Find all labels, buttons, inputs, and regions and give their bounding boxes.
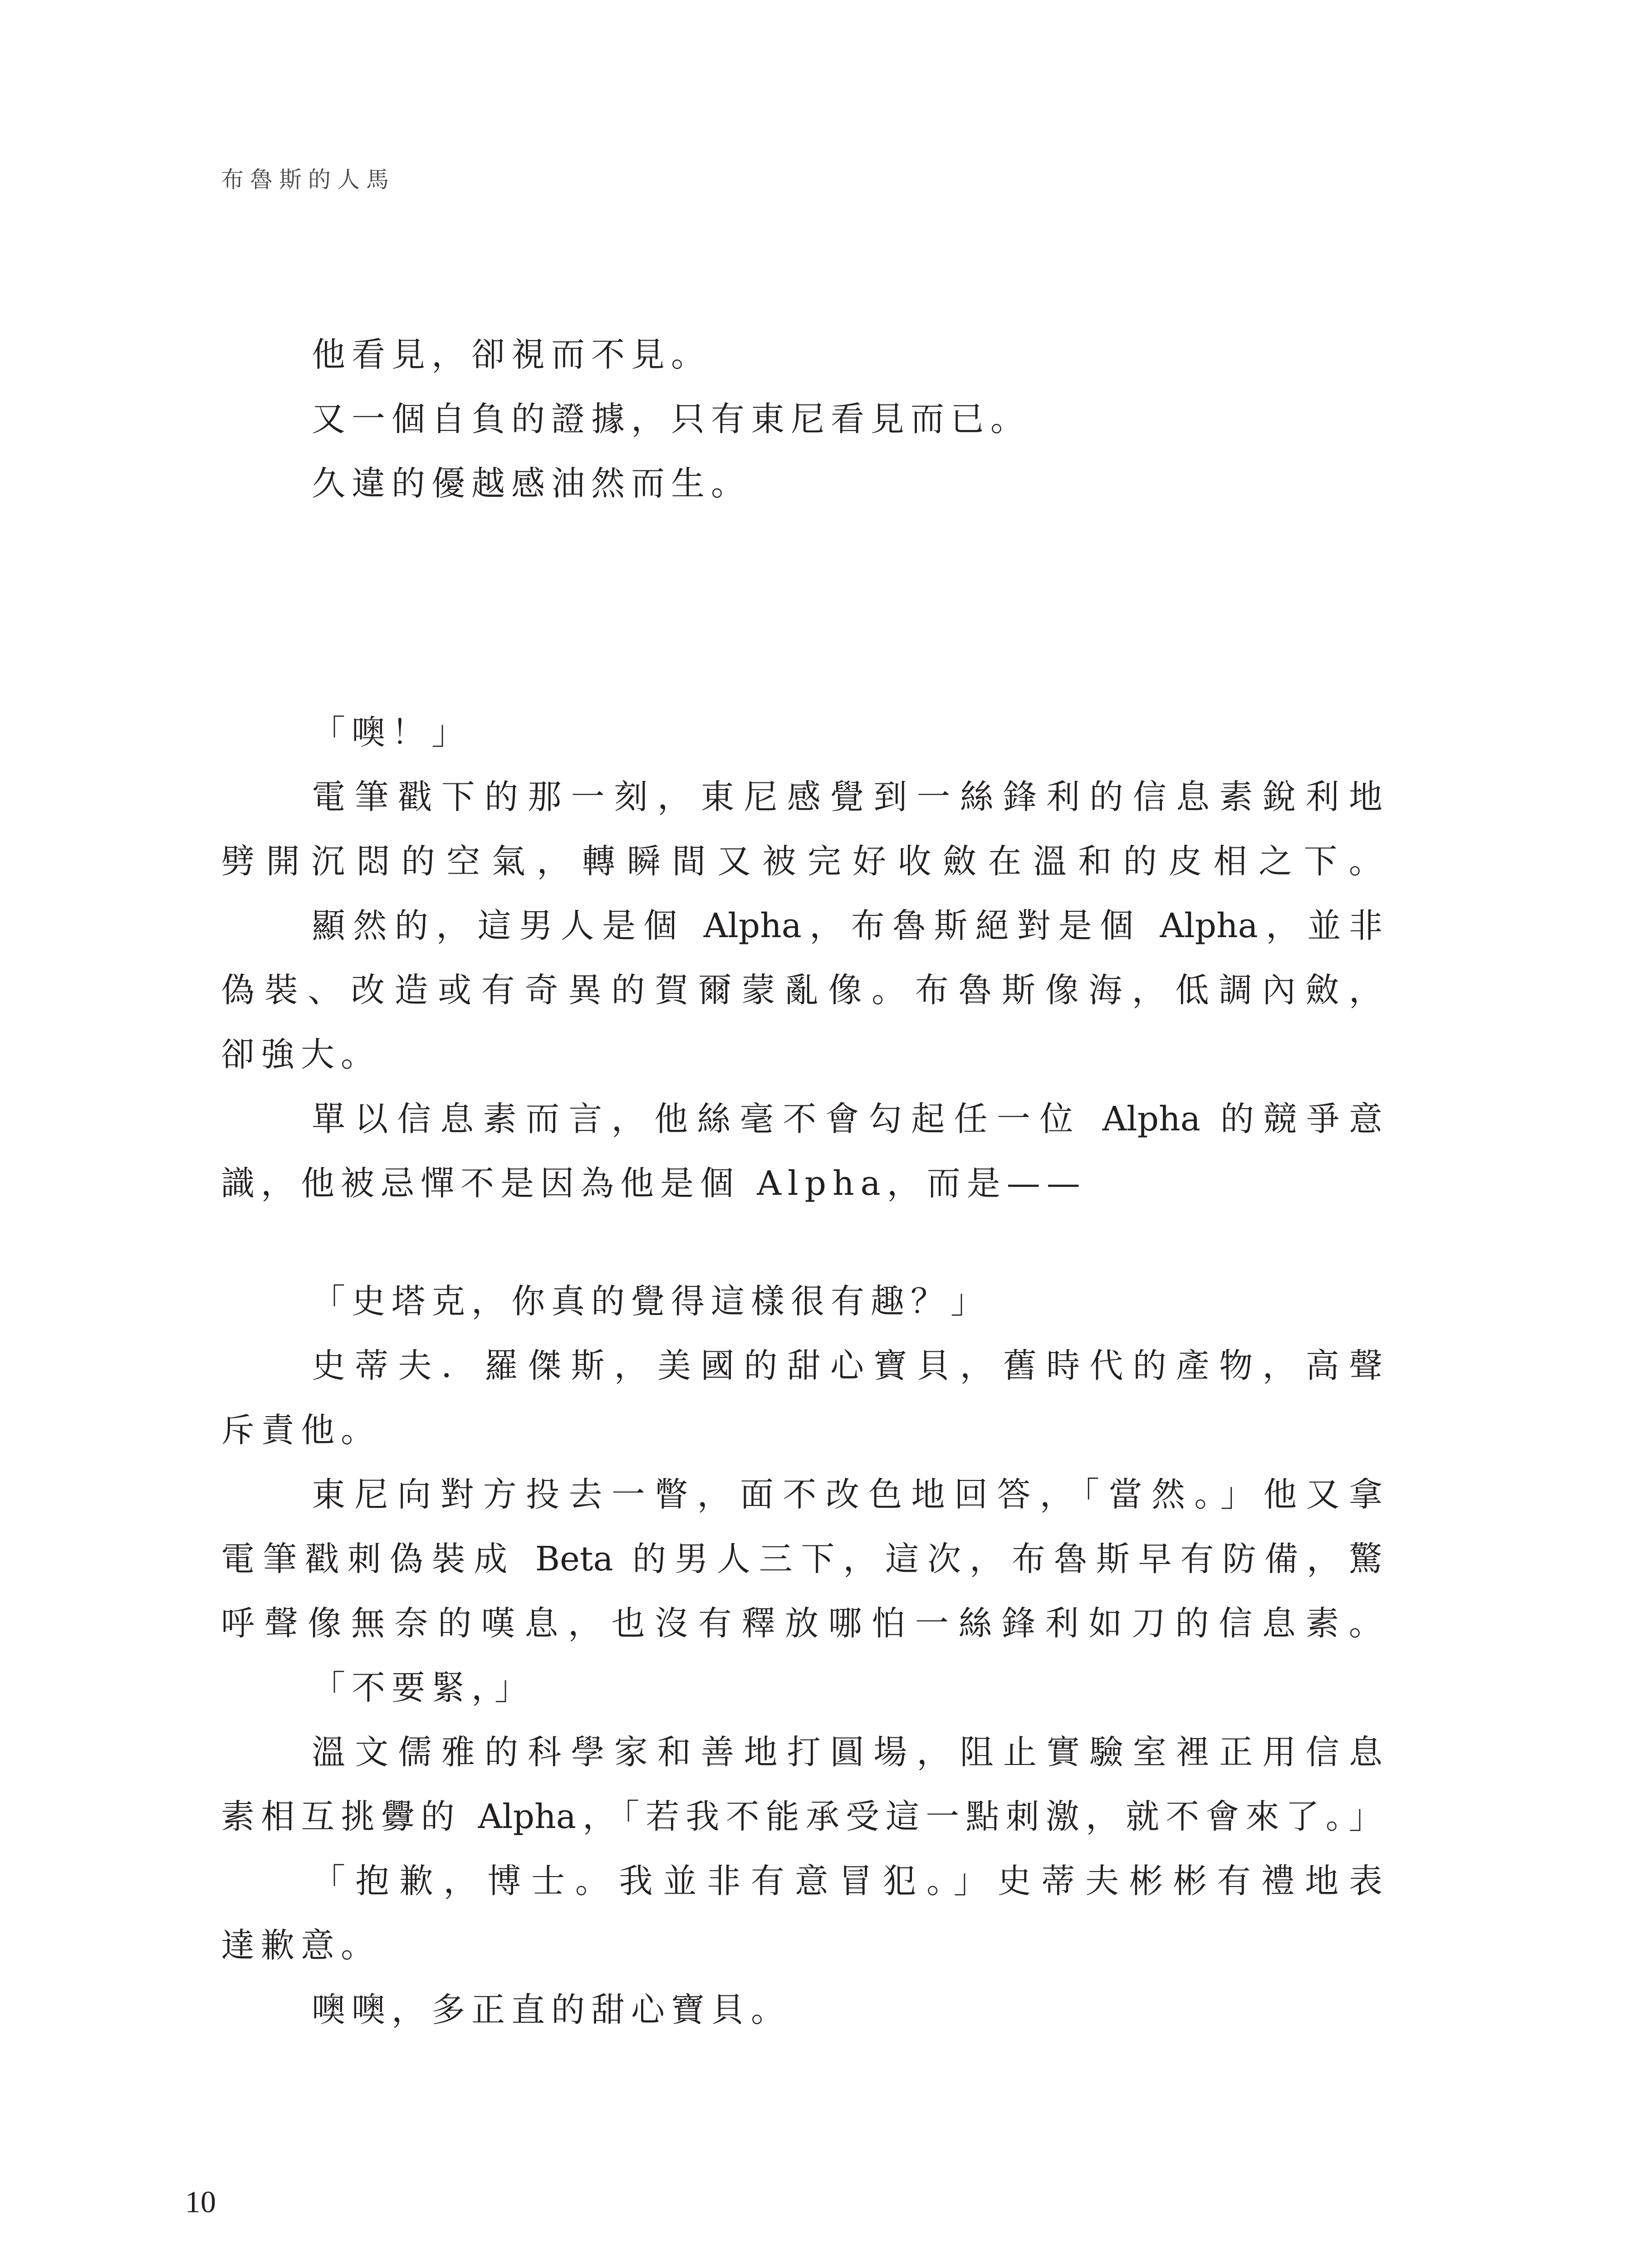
text-line: 偽裝、改造或有奇異的賀爾蒙亂像。布魯斯像海，低調內斂， [221,971,1382,1010]
text-line: 斥責他。 [221,1411,381,1450]
running-head: 布魯斯的人馬 [221,166,395,193]
text-line: 噢噢，多正直的甜心寶貝。 [312,1990,791,2029]
text-line: 識，他被忌憚不是因為他是個 Alpha，而是—— [221,1164,1087,1203]
text-line: 顯然的，這男人是個 Alpha，布魯斯絕對是個 Alpha，並非 [312,906,1382,945]
text-line: 呼聲像無奈的嘆息，也沒有釋放哪怕一絲鋒利如刀的信息素。 [221,1604,1382,1643]
text-line: 素相互挑釁的 Alpha，「若我不能承受這一點刺激，就不會來了。」 [221,1797,1382,1836]
text-line: 卻強大。 [221,1035,381,1074]
text-line: 劈開沉悶的空氣，轉瞬間又被完好收斂在溫和的皮相之下。 [221,842,1382,881]
text-line: 他看見，卻視而不見。 [312,335,711,374]
text-line: 久違的優越感油然而生。 [312,464,751,503]
text-line: 「抱歉，博士。我並非有意冒犯。」史蒂夫彬彬有禮地表 [312,1862,1382,1901]
text-line: 「噢！」 [312,713,471,752]
text-line: 達歉意。 [221,1926,381,1965]
text-line: 單以信息素而言，他絲毫不會勾起任一位 Alpha 的競爭意 [312,1100,1382,1139]
text-line: 溫文儒雅的科學家和善地打圓場，阻止實驗室裡正用信息 [312,1733,1382,1772]
text-line: 電筆戳刺偽裝成 Beta 的男人三下，這次，布魯斯早有防備，驚 [221,1540,1382,1579]
text-line: 「史塔克，你真的覺得這樣很有趣？」 [312,1282,990,1321]
text-line: 「不要緊，」 [312,1668,534,1707]
text-line: 史蒂夫．羅傑斯，美國的甜心寶貝，舊時代的產物，高聲 [312,1346,1382,1385]
text-line: 又一個自負的證據，只有東尼看見而已。 [312,400,1030,439]
text-line: 電筆戳下的那一刻，東尼感覺到一絲鋒利的信息素銳利地 [312,777,1382,816]
text-line: 東尼向對方投去一瞥，面不改色地回答，「當然。」他又拿 [312,1475,1382,1514]
page-number: 10 [185,2185,216,2219]
